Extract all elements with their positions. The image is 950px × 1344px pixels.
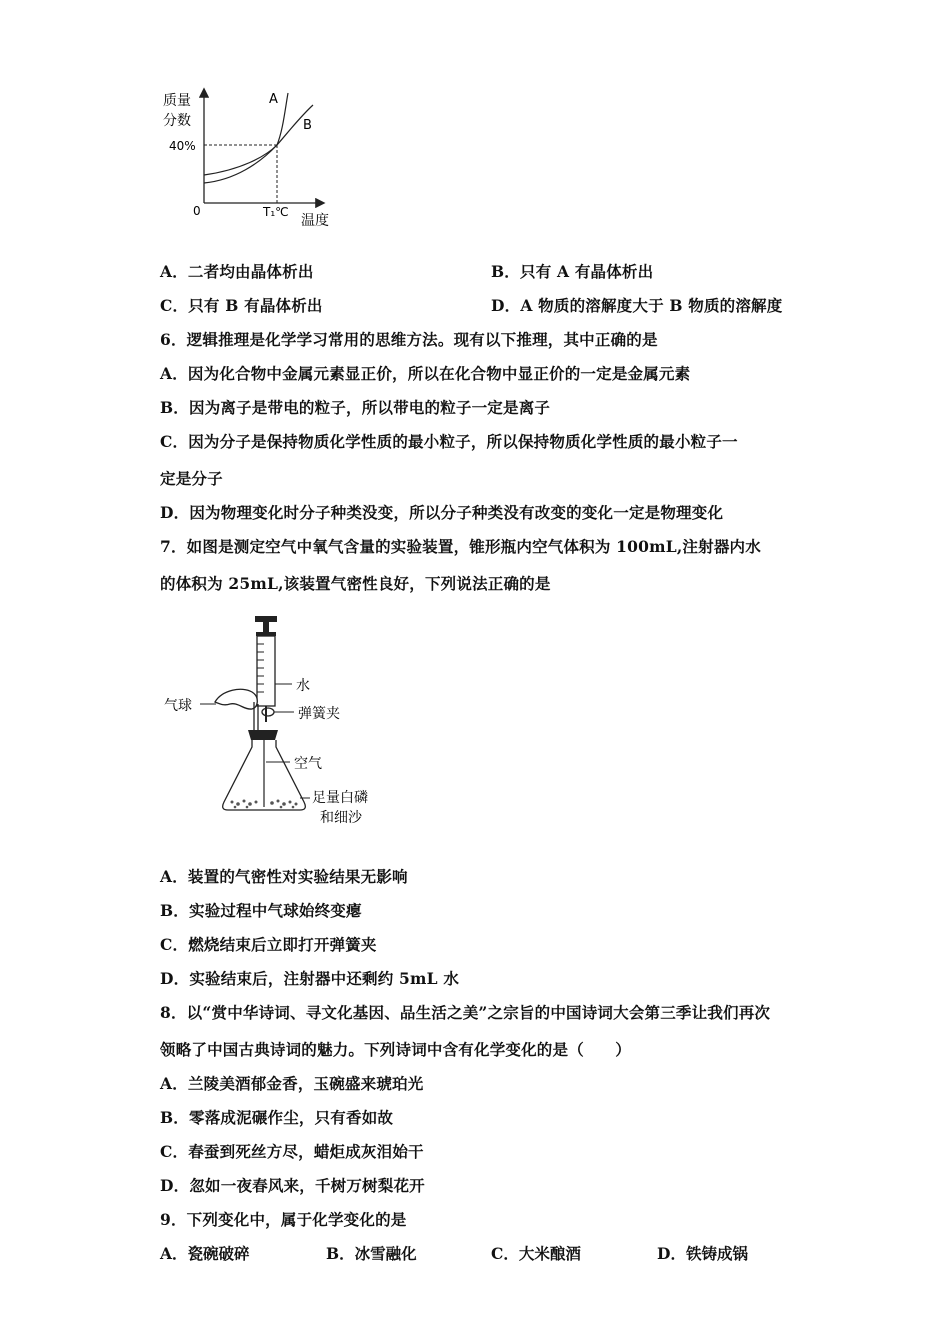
q8-stem-2: 领略了中国古典诗词的魅力。下列诗词中含有化学变化的是（ ） <box>160 1040 632 1059</box>
q5-option-c: C．只有 B 有晶体析出 <box>160 296 323 315</box>
label-phosphorus-2: 和细沙 <box>320 810 362 826</box>
rubber-stopper <box>248 730 278 740</box>
q8-option-a: A．兰陵美酒郁金香，玉碗盛来琥珀光 <box>160 1074 424 1093</box>
origin-label: 0 <box>193 204 201 218</box>
q5-option-a: A．二者均由晶体析出 <box>160 262 314 281</box>
q7-stem-2: 的体积为 25mL,该装置气密性良好，下列说法正确的是 <box>160 574 551 593</box>
syringe-plunger-top <box>255 616 277 622</box>
q6-stem: 6．逻辑推理是化学学习常用的思维方法。现有以下推理，其中正确的是 <box>160 330 658 349</box>
curve-b <box>204 105 313 183</box>
q6-option-c-2: 定是分子 <box>160 469 223 488</box>
y-tick-label: 40% <box>169 139 196 153</box>
ylabel-1: 质量 <box>163 93 191 109</box>
mass-fraction-graph <box>155 85 355 235</box>
q8-option-c: C．春蚕到死丝方尽，蜡炬成灰泪始干 <box>160 1142 424 1161</box>
label-balloon: 气球 <box>164 698 192 714</box>
q5-option-b: B．只有 A 有晶体析出 <box>491 262 654 281</box>
curve-b-label: B <box>303 118 312 133</box>
q5-option-d: D．A 物质的溶解度大于 B 物质的溶解度 <box>491 296 783 315</box>
xlabel: 温度 <box>301 213 329 229</box>
x-tick-label: T₁℃ <box>263 205 289 219</box>
q9-option-c: C．大米酿酒 <box>491 1244 581 1263</box>
label-air: 空气 <box>294 756 322 772</box>
syringe-barrel <box>257 636 275 706</box>
balloon <box>215 689 257 709</box>
label-clamp: 弹簧夹 <box>298 706 340 722</box>
q8-option-b: B．零落成泥碾作尘，只有香如故 <box>160 1108 394 1127</box>
q6-option-d: D．因为物理变化时分子种类没变，所以分子种类没有改变的变化一定是物理变化 <box>160 503 724 522</box>
q6-option-a: A．因为化合物中金属元素显正价，所以在化合物中显正价的一定是金属元素 <box>160 364 691 383</box>
q7-option-b: B．实验过程中气球始终变瘪 <box>160 901 362 920</box>
q7-option-a: A．装置的气密性对实验结果无影响 <box>160 867 408 886</box>
label-water: 水 <box>296 678 310 694</box>
spring-clamp <box>262 708 274 716</box>
q8-stem-1: 8．以“赏中华诗词、寻文化基因、品生活之美”之宗旨的中国诗词大会第三季让我们再次 <box>160 1003 771 1022</box>
label-phosphorus-1: 足量白磷 <box>312 790 368 806</box>
ylabel-2: 分数 <box>163 113 191 129</box>
q9-option-a: A．瓷碗破碎 <box>160 1244 250 1263</box>
q9-option-d: D．铁铸成锅 <box>657 1244 748 1263</box>
q9-option-b: B．冰雪融化 <box>326 1244 417 1263</box>
q7-option-d: D．实验结束后，注射器中还剩约 5mL 水 <box>160 969 460 988</box>
q6-option-c-1: C．因为分子是保持物质化学性质的最小粒子，所以保持物质化学性质的最小粒子一 <box>160 432 738 451</box>
q6-option-b: B．因为离子是带电的粒子，所以带电的粒子一定是离子 <box>160 398 551 417</box>
q7-stem-1: 7．如图是测定空气中氧气含量的实验装置，锥形瓶内空气体积为 100mL,注射器内水 <box>160 537 761 556</box>
curve-a-label: A <box>269 92 278 107</box>
apparatus-diagram <box>160 612 400 842</box>
q9-stem: 9．下列变化中，属于化学变化的是 <box>160 1210 407 1229</box>
q8-option-d: D．忽如一夜春风来，千树万树梨花开 <box>160 1176 425 1195</box>
q7-option-c: C．燃烧结束后立即打开弹簧夹 <box>160 935 377 954</box>
